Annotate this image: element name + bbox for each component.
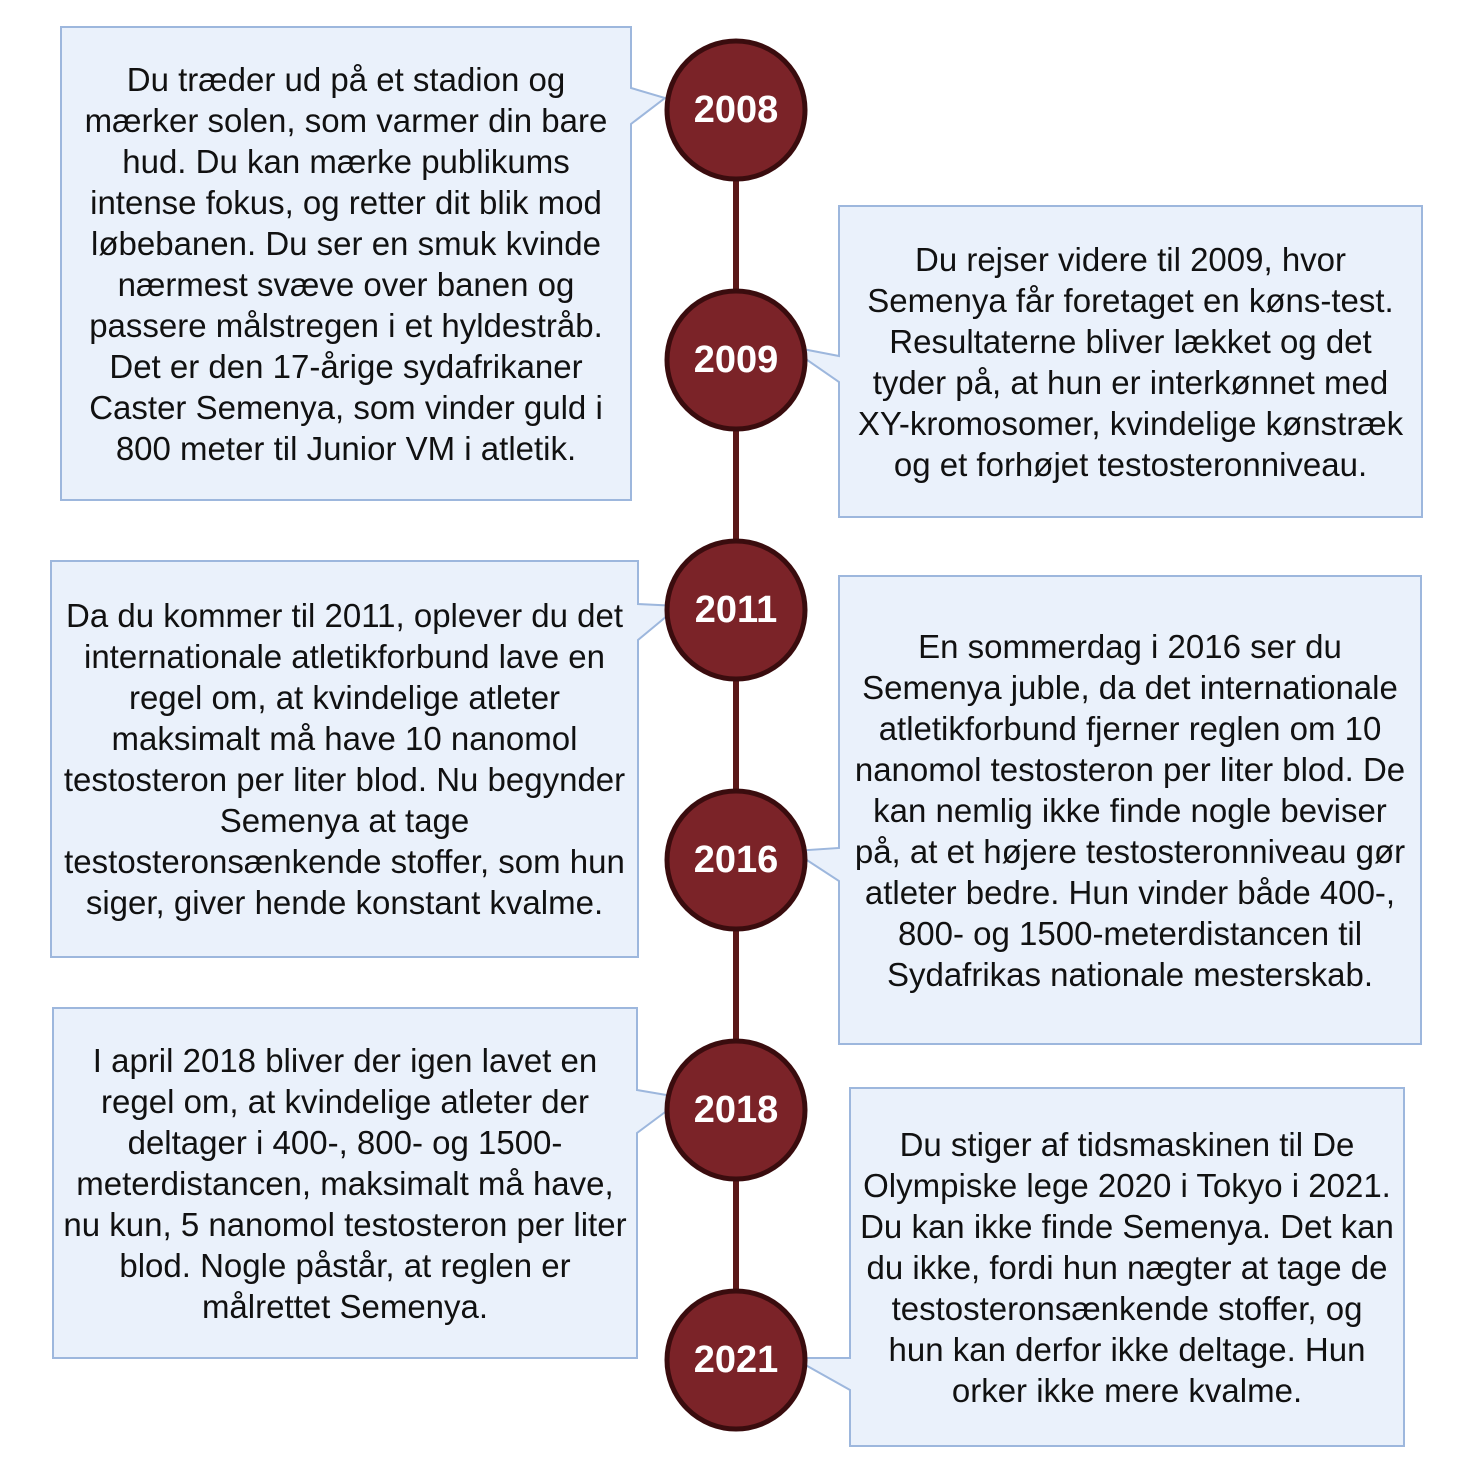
event-text-2018: I april 2018 bliver der igen lavet en regel om, at kvindelige atleter der deltager i 400-, 800- og 1500-meterdistancen, maksimalt må have, nu kun, 5 nanomol testosteron per liter blod. Nogle påstår, at reglen er målrettet Semenya.	[63, 1041, 627, 1325]
event-text-2011: Da du kommer til 2011, oplever du det internationale atletikforbund lave en regel om, at kvindelige atleter maksimalt må have 10 nanomol testosteron per liter blod. Nu begynder Semenya at tage testosteronsænkende stoffer, som hun siger, giver hende konstant kvalme.	[63, 597, 626, 921]
year-label-2009: 2009	[693, 339, 779, 381]
year-label-2018: 2018	[693, 1089, 779, 1131]
year-label-2016: 2016	[693, 839, 779, 881]
year-label-2008: 2008	[693, 89, 779, 131]
year-label-2011: 2011	[694, 589, 778, 631]
event-text-2016: En sommerdag i 2016 ser du Semenya juble, da det internationale atletikforbund fjerner reglen om 10 nanomol testosteron per liter blod. De kan nemlig ikke finde nogle beviser på, at et højere testosteronniveau gør atleter bedre. Hun vinder både 400-, 800- og 1500-meterdistancen til Sydafrikas nationale mesterskab.	[854, 627, 1406, 993]
year-label-2021: 2021	[693, 1339, 779, 1381]
event-text-2009: Du rejser videre til 2009, hvor Semenya får foretaget en køns-test. Resultaterne bliver lækket og det tyder på, at hun er interkønnet med XY-kromosomer, kvindelige kønstræk og et forhøjet testosteronniveau.	[857, 240, 1404, 483]
event-text-2008: Du træder ud på et stadion og mærker solen, som varmer din bare hud. Du kan mærke publikums intense fokus, og retter dit blik mod løbebanen. Du ser en smuk kvinde nærmest svæve over banen og passere målstregen i et hyldestråb. Det er den 17-årige sydafrikaner Caster Semenya, som vinder guld i 800 meter til Junior VM i atletik.	[84, 60, 608, 467]
event-text-2021: Du stiger af tidsmaskinen til De Olympiske lege 2020 i Tokyo i 2021. Du kan ikke finde Semenya. Det kan du ikke, fordi hun nægter at tage de testosteronsænkende stoffer, og hun kan derfor ikke deltage. Hun orker ikke mere kvalme.	[860, 1125, 1394, 1409]
